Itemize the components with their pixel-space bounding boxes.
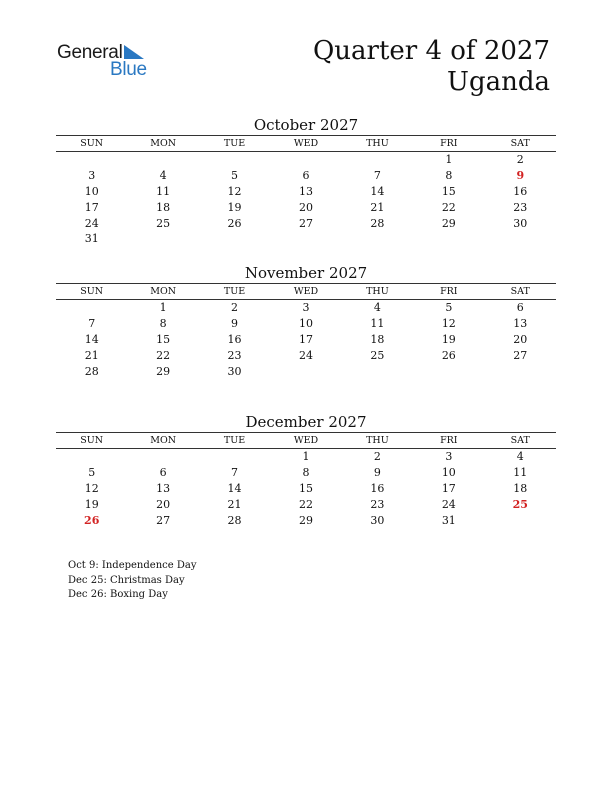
weekday-header: THU [342,433,413,449]
day-cell: 1 [159,301,167,315]
week-row [56,152,556,168]
weekday-header-row [56,284,556,300]
day-cell: 8 [159,317,167,331]
day-cell: 7 [373,169,381,183]
holiday-notes [68,559,196,603]
calendar-grid [56,135,556,247]
day-cell: 30 [227,364,242,378]
holiday-note: Dec 26: Boxing Day [68,589,168,600]
day-cell: 22 [156,348,171,362]
day-cell: 23 [370,497,385,511]
page-title: Quarter 4 of 2027 [312,36,550,66]
month-december [56,412,556,528]
day-cell: 22 [298,497,313,511]
day-cell: 26 [84,513,100,527]
day-cell: 25 [512,497,528,511]
day-cell: 28 [227,513,242,527]
day-cell: 16 [370,481,385,495]
empty-day-cell [199,152,270,168]
month-title: December 2027 [245,413,367,431]
calendar-body [56,152,556,247]
weekday-header: FRI [413,284,484,300]
weekday-header: FRI [413,433,484,449]
week-row [56,215,556,231]
day-cell: 11 [513,466,528,480]
empty-day-cell [342,363,413,379]
day-cell: 13 [513,317,528,331]
day-cell: 28 [370,216,385,230]
day-cell: 12 [227,184,242,198]
weekday-header: MON [127,284,198,300]
empty-day-cell [342,152,413,168]
day-cell: 9 [231,317,239,331]
day-cell: 4 [516,450,524,464]
day-cell: 18 [370,332,385,346]
week-row [56,168,556,184]
empty-day-cell [56,449,127,465]
empty-day-cell [270,152,341,168]
country-name: Uganda [447,67,550,97]
weekday-header: SAT [485,284,556,300]
day-cell: 31 [441,513,456,527]
calendar-grid [56,432,556,528]
week-row [56,347,556,363]
month-october [56,115,556,247]
day-cell: 2 [373,450,381,464]
weekday-header: WED [270,433,341,449]
weekday-header-row [56,433,556,449]
day-cell: 8 [445,169,453,183]
day-cell: 12 [84,481,99,495]
weekday-header: FRI [413,136,484,152]
weekday-header: TUE [199,284,270,300]
day-cell: 30 [370,513,385,527]
calendar-body [56,300,556,379]
week-row [56,231,556,247]
day-cell: 24 [84,216,99,230]
weekday-header: SUN [56,284,127,300]
weekday-header: SAT [485,433,556,449]
weekday-header: THU [342,284,413,300]
day-cell: 14 [84,332,99,346]
day-cell: 3 [445,450,453,464]
weekday-header: SAT [485,136,556,152]
week-row [56,481,556,497]
day-cell: 21 [227,497,242,511]
calendar-grid [56,283,556,379]
weekday-header: THU [342,136,413,152]
logo-blue-text: Blue [110,59,147,80]
empty-day-cell [127,152,198,168]
day-cell: 8 [302,466,310,480]
empty-day-cell [199,231,270,247]
day-cell: 15 [298,481,313,495]
day-cell: 6 [516,301,524,315]
day-cell: 20 [513,332,528,346]
empty-day-cell [270,363,341,379]
day-cell: 25 [156,216,171,230]
empty-day-cell [485,363,556,379]
day-cell: 17 [84,200,99,214]
month-title: November 2027 [244,264,368,282]
day-cell: 14 [227,481,242,495]
day-cell: 10 [84,184,99,198]
week-row [56,465,556,481]
day-cell: 15 [441,184,456,198]
weekday-header: TUE [199,433,270,449]
week-row [56,449,556,465]
holiday-note: Oct 9: Independence Day [68,560,197,571]
weekday-header: SUN [56,433,127,449]
day-cell: 16 [513,184,528,198]
day-cell: 7 [88,317,96,331]
month-title: October 2027 [253,116,359,134]
empty-day-cell [270,231,341,247]
day-cell: 4 [373,301,381,315]
day-cell: 5 [88,466,96,480]
day-cell: 25 [370,348,385,362]
day-cell: 15 [156,332,171,346]
weekday-header: WED [270,284,341,300]
month-november [56,263,556,379]
day-cell: 3 [302,301,310,315]
day-cell: 23 [513,200,528,214]
empty-day-cell [485,512,556,528]
weekday-header: TUE [199,136,270,152]
empty-day-cell [413,231,484,247]
day-cell: 2 [516,153,524,167]
day-cell: 17 [298,332,313,346]
day-cell: 11 [156,184,171,198]
day-cell: 20 [156,497,171,511]
week-row [56,332,556,348]
day-cell: 13 [156,481,171,495]
day-cell: 23 [227,348,242,362]
week-row [56,199,556,215]
empty-day-cell [56,300,127,316]
week-row [56,512,556,528]
week-row [56,496,556,512]
day-cell: 9 [516,169,525,183]
day-cell: 6 [302,169,310,183]
day-cell: 7 [231,466,239,480]
empty-day-cell [413,363,484,379]
day-cell: 29 [441,216,456,230]
day-cell: 19 [227,200,242,214]
calendar-body [56,449,556,528]
day-cell: 3 [88,169,96,183]
empty-day-cell [127,231,198,247]
day-cell: 5 [445,301,453,315]
day-cell: 13 [298,184,313,198]
day-cell: 18 [156,200,171,214]
day-cell: 28 [84,364,99,378]
day-cell: 1 [302,450,310,464]
day-cell: 26 [441,348,456,362]
weekday-header: WED [270,136,341,152]
day-cell: 18 [513,481,528,495]
page-header [313,36,550,98]
empty-day-cell [485,231,556,247]
day-cell: 30 [513,216,528,230]
day-cell: 6 [159,466,167,480]
empty-day-cell [199,449,270,465]
day-cell: 14 [370,184,385,198]
day-cell: 19 [84,497,99,511]
day-cell: 27 [298,216,313,230]
day-cell: 24 [441,497,456,511]
week-row [56,300,556,316]
week-row [56,184,556,200]
day-cell: 16 [227,332,242,346]
weekday-header: SUN [56,136,127,152]
holiday-note: Dec 25: Christmas Day [68,574,185,586]
week-row [56,363,556,379]
day-cell: 21 [84,348,99,362]
day-cell: 27 [156,513,171,527]
weekday-header-row [56,136,556,152]
day-cell: 5 [231,169,239,183]
empty-day-cell [127,449,198,465]
day-cell: 10 [298,317,313,331]
empty-day-cell [342,231,413,247]
week-row [56,316,556,332]
day-cell: 29 [298,513,313,527]
weekday-header: MON [127,136,198,152]
generalblue-logo [57,42,157,82]
empty-day-cell [56,152,127,168]
day-cell: 17 [441,481,456,495]
day-cell: 10 [441,466,456,480]
day-cell: 20 [298,200,313,214]
day-cell: 12 [441,317,456,331]
day-cell: 31 [84,232,99,246]
day-cell: 22 [441,200,456,214]
day-cell: 19 [441,332,456,346]
day-cell: 26 [227,216,242,230]
weekday-header: MON [127,433,198,449]
day-cell: 21 [370,200,385,214]
day-cell: 24 [298,348,313,362]
day-cell: 11 [370,317,385,331]
day-cell: 9 [373,466,381,480]
day-cell: 29 [156,364,171,378]
day-cell: 1 [445,153,453,167]
day-cell: 27 [513,348,528,362]
logo-general-text: General [57,42,123,63]
day-cell: 2 [231,301,239,315]
day-cell: 4 [159,169,167,183]
